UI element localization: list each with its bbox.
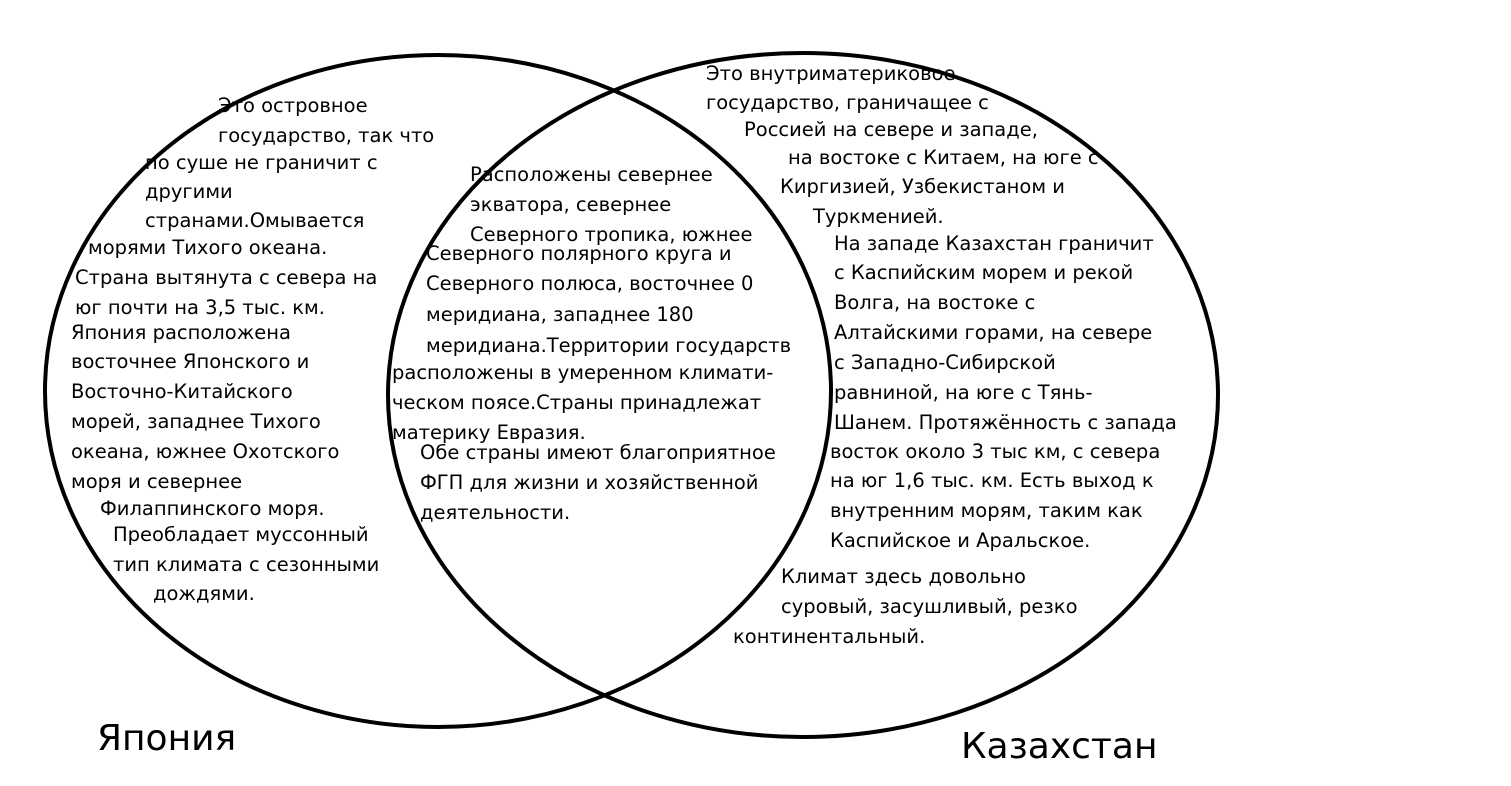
- intersection-text-line: Обе страны имеют благоприятное: [420, 441, 776, 464]
- right-text-line: на юг 1,6 тыс. км. Есть выход к: [830, 469, 1154, 492]
- left-text-line: Восточно-Китайского: [71, 380, 293, 403]
- right-text-line: на востоке с Китаем, на юге с: [788, 146, 1099, 169]
- right-text-line: с Западно-Сибирской: [834, 351, 1056, 374]
- left-text-line: Япония расположена: [71, 321, 291, 344]
- intersection-text-line: меридиана, западнее 180: [426, 303, 694, 326]
- intersection-text-line: Расположены севернее: [470, 163, 713, 186]
- right-text-line: Каспийское и Аральское.: [830, 529, 1091, 552]
- left-text-line: океана, южнее Охотского: [71, 440, 340, 463]
- right-text-line: Шанем. Протяжённость с запада: [834, 411, 1177, 434]
- intersection-text-line: деятельности.: [420, 501, 571, 524]
- intersection-text-line: Северного полярного круга и: [426, 242, 732, 265]
- left-text-line: Филаппинского моря.: [100, 497, 325, 520]
- left-set-label: Япония: [97, 718, 237, 759]
- left-text-line: Преобладает муссонный: [113, 523, 369, 546]
- intersection-text-line: меридиана.Территории государств: [426, 334, 792, 357]
- left-text-line: другими: [145, 180, 233, 203]
- left-text-line: странами.Омывается: [145, 209, 365, 232]
- left-text-line: тип климата с сезонными: [113, 553, 380, 576]
- left-text-line: по суше не граничит с: [145, 151, 378, 174]
- right-text-line: внутренним морям, таким как: [830, 499, 1143, 522]
- right-text-line: Киргизией, Узбекистаном и: [780, 175, 1065, 198]
- left-text-line: юг почти на 3,5 тыс. км.: [75, 296, 325, 319]
- intersection-text-line: материку Евразия.: [392, 421, 586, 444]
- right-text-line: Туркменией.: [813, 205, 944, 228]
- right-text-line: с Каспийским морем и рекой: [834, 261, 1134, 284]
- intersection-text-line: ческом поясе.Страны принадлежат: [392, 391, 762, 414]
- right-text-line: Россией на севере и западе,: [744, 118, 1038, 141]
- left-text-line: Страна вытянута с севера на: [75, 266, 378, 289]
- left-text-line: морями Тихого океана.: [88, 236, 328, 259]
- right-text-line: Волга, на востоке с: [834, 291, 1036, 314]
- right-text-line: государство, граничащее с: [706, 91, 989, 114]
- left-text-line: государство, так что: [218, 124, 435, 147]
- right-text-line: суровый, засушливый, резко: [781, 595, 1078, 618]
- left-text-line: Это островное: [218, 94, 368, 117]
- right-text-line: На западе Казахстан граничит: [834, 232, 1154, 255]
- left-text-line: моря и севернее: [71, 470, 243, 493]
- left-text-line: дождями.: [153, 582, 255, 605]
- intersection-text-line: Северного полюса, восточнее 0: [426, 272, 754, 295]
- intersection-text-line: расположены в умеренном климати-: [392, 361, 774, 384]
- left-text-line: восточнее Японского и: [71, 350, 310, 373]
- right-text-line: континентальный.: [733, 625, 926, 648]
- right-set-label: Казахстан: [961, 726, 1158, 767]
- left-text-line: морей, западнее Тихого: [71, 410, 321, 433]
- right-text-line: Алтайскими горами, на севере: [834, 321, 1153, 344]
- right-text-line: равниной, на юге с Тянь-: [834, 381, 1093, 404]
- right-text-line: Климат здесь довольно: [781, 565, 1026, 588]
- intersection-text-line: ФГП для жизни и хозяйственной: [420, 471, 759, 494]
- right-text-line: Это внутриматериковое: [706, 62, 956, 85]
- intersection-text-line: Северного тропика, южнее: [470, 223, 753, 246]
- right-text-line: восток около 3 тыс км, с севера: [830, 440, 1161, 463]
- intersection-text-line: экватора, севернее: [470, 193, 672, 216]
